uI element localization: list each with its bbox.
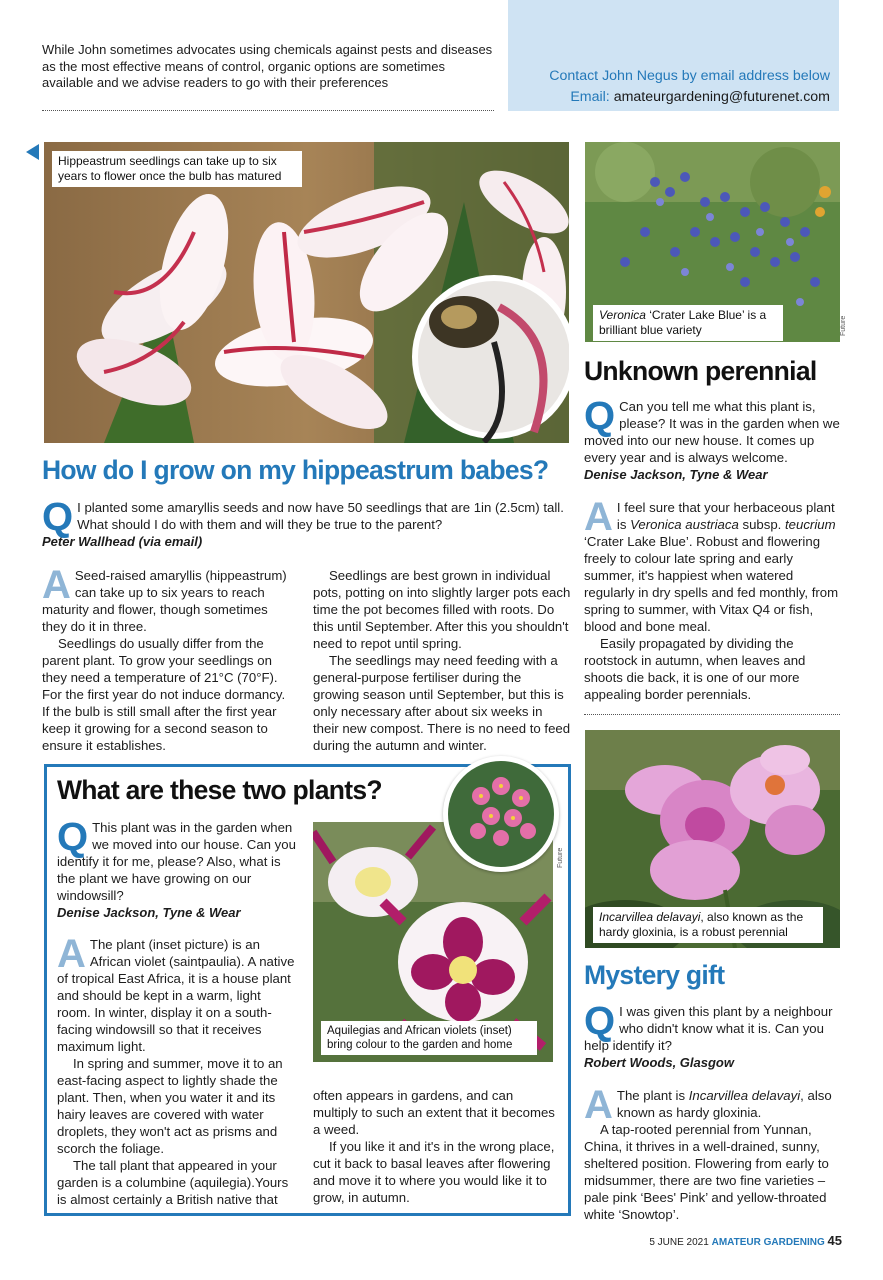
- magazine-name: AMATEUR GARDENING: [711, 1237, 825, 1248]
- mystery-question: Q I was given this plant by a neighbour who didn't know what it is. Can you help identify it? Robert Woods, Glasgow: [584, 1003, 842, 1071]
- author: Peter Wallhead (via email): [42, 534, 203, 549]
- unknown-question: Q Can you tell me what this plant is, please? It was in the garden when we moved into our new house. It comes up every year and is always welcome. Denise Jackson, Tyne & Wear: [584, 398, 842, 483]
- two-plants-question: Q This plant was in the garden when we moved into our house. Can you identify it for me, please? Also, what is the plant we have growing on our windowsill? Denise Jackson, Tyne & Wear: [57, 815, 296, 920]
- mystery-answer: A The plant is Incarvillea delavayi, also known as hardy gloxinia. A tap-rooted perennial from Yunnan, China, it thrives in a well-drained, sunny, sheltered position. Flowering from early to midsummer, there are two fine varieties – pale pink ‘Bees' Pink’ and yellow-throated white ‘Snowtop’.: [584, 1083, 832, 1222]
- veronica-photo: [585, 142, 840, 342]
- a-letter: A: [42, 563, 71, 607]
- q-letter: Q: [42, 495, 74, 539]
- q-letter: Q: [584, 394, 616, 438]
- a-letter: A: [584, 1083, 613, 1127]
- hippeastrum-question: Q I planted some amaryllis seeds and now have 50 seedlings that are 1in (2.5cm) tall. What should I do with them and will they be true to the parent? Peter Wallhead (via email): [42, 499, 570, 550]
- q-letter: Q: [57, 815, 89, 859]
- photo-credit: Future: [840, 315, 847, 336]
- a-letter: A: [584, 495, 613, 539]
- unknown-answer: A I feel sure that your herbaceous plant is Veronica austriaca subsp. teucrium ‘Crater Lake Blue’. Robust and flowering freely to colour late spring and early summer, it's happiest when watered regularly in dry spells and fed monthly, from spring to summer, with Vitax Q4 or fish, blood and bone meal. Easily propagated by dividing the rootstock in autumn, when leaves and shoots die back, it is one of our more appealing border perennials.: [584, 495, 839, 702]
- contact-box: [508, 0, 839, 111]
- q-letter: Q: [584, 999, 616, 1043]
- divider: [584, 714, 840, 715]
- author: Robert Woods, Glasgow: [584, 1055, 734, 1070]
- email-label: Email:: [570, 89, 610, 105]
- incarvillea-photo: [585, 730, 840, 948]
- a-letter: A: [57, 932, 86, 976]
- arrow-icon: [26, 144, 39, 160]
- two-plants-answer-col1: A The plant (inset picture) is an African violet (saintpaulia). A native of tropical East Africa, it is a house plant and should be kept in a warm, light room. In winter, display it on a south-facing windowsill so that it receives maximum light. In spring and summer, move it to an east-facing aspect to lightly shade the plant. Then, when you water it and its hairy leaves are covered with water droplets, they won't act as prisms and scorch the foliage. The tall plant that appeared in your garden is a columbine (aquilegia).Yours is almost certainly a British native that: [57, 932, 295, 1207]
- divider: [42, 110, 494, 111]
- mystery-headline: Mystery gift: [584, 960, 725, 990]
- hippeastrum-headline: How do I grow on my hippeastrum babes?: [42, 455, 549, 485]
- two-plants-answer-col2: often appears in gardens, and can multiply to such an extent that it becomes a weed. If you like it and it's in the wrong place, cut it back to basal leaves after flowering and move it to where you would like it to grow, in autumn.: [313, 1088, 555, 1205]
- contact-line: Contact John Negus by email address below: [549, 68, 830, 84]
- page-number: 45: [827, 1233, 842, 1248]
- aquilegia-caption: Aquilegias and African violets (inset) bring colour to the garden and home: [321, 1021, 537, 1055]
- author: Denise Jackson, Tyne & Wear: [584, 467, 768, 482]
- veronica-caption: Veronica ‘Crater Lake Blue’ is a brilliant blue variety: [593, 305, 783, 341]
- photo-credit: Future: [557, 847, 564, 868]
- email-link[interactable]: amateurgardening@futurenet.com: [613, 89, 830, 105]
- disclaimer: While John sometimes advocates using chemicals against pests and diseases as the most effective means of control, organic options are sometimes available and we advise readers to go with their preferences: [42, 42, 493, 90]
- hippeastrum-answer-col1: A Seed-raised amaryllis (hippeastrum) can take up to six years to reach maturity and flower, though sometimes they do it in three. Seedlings do usually differ from the parent plant. To grow your seedlings on they need a temperature of 21°C (70°F). For the first year do not induce dormancy. If the bulb is still small after the first year keep it growing for a second season to ensure it establishes.: [42, 563, 287, 753]
- hippeastrum-caption: Hippeastrum seedlings can take up to six years to flower once the bulb has matured: [52, 151, 302, 187]
- two-plants-headline: What are these two plants?: [57, 775, 382, 805]
- author: Denise Jackson, Tyne & Wear: [57, 905, 241, 920]
- hippeastrum-photo: [44, 142, 569, 443]
- incarvillea-caption: Incarvillea delavayi, also known as the hardy gloxinia, is a robust perennial: [593, 907, 823, 943]
- hippeastrum-answer-col2: Seedlings are best grown in individual pots, potting on into slightly larger pots each time the pot becomes filled with roots. Do this until September. After this you shouldn't need to repot until spring. The seedlings may need feeding with a general-purpose fertiliser during the growing season until September, but this is only necessary after about six weeks in their new compost. There is no need to feed during the autumn and winter.: [313, 568, 571, 753]
- page-footer: [580, 1233, 842, 1248]
- african-violet-inset: [443, 756, 559, 872]
- unknown-headline: Unknown perennial: [584, 356, 817, 386]
- issue-date: 5 JUNE 2021: [649, 1237, 709, 1248]
